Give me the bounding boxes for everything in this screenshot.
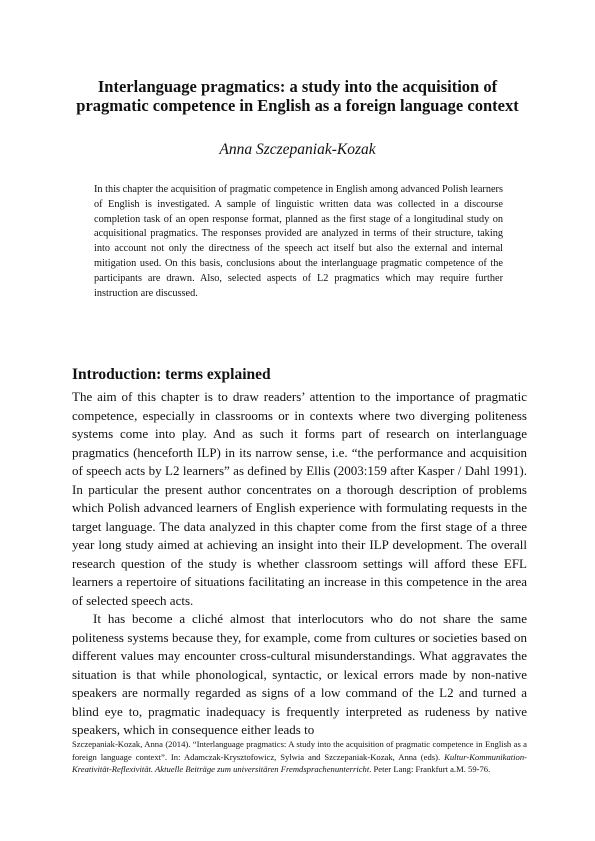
abstract: In this chapter the acquisition of pragmatic competence in English among advanced Polish learners of English is investigated. A sample of linguistic written data was collected in a discourse completion task of an open response format, planned as the first stage of a longitudinal study on acquisitional pragmatics. The responses provided are analyzed in terms of their structure, taking into account not only the directness of the speech act itself but also the external and internal mitigation used. On this basis, conclusions about the interlanguage pragmatic competence of the participants are drawn. Also, selected aspects of L2 pragmatics which may require further instruction are discussed. (94, 184, 503, 299)
footnote-book-title: Kultur-Kommunikation-Kreativität-Reflexivität. Aktuelle Beiträge zum universitären Fremdsprachenunterricht (72, 751, 527, 774)
paragraph-2: It has become a cliché almost that interlocutors who do not share the same politeness systems because they, for example, come from cultures or societies based on different values may encounter cross-cultural misunderstandings. What aggravates the situation is that while phonological, syntactic, or lexical errors made by non-native speakers are normally regarded as signs of a low command of the L2 and turned a blind eye to, pragmatic inadequacy is frequently interpreted as rudeness by native speakers, which in consequence either leads to (72, 611, 527, 737)
footnote-citation: Szczepaniak-Kozak, Anna (2014). “Interlanguage pragmatics: A study into the acquisition of pragmatic competence in English as a foreign language context”. In: Adamczak-Krysztofowicz, Sylwia and Szczepaniak-Kozak, Anna (eds). (72, 739, 527, 762)
paper-title: Interlanguage pragmatics: a study into the acquisition of pragmatic competence in English as a foreign language context (76, 77, 519, 115)
paper-author: Anna Szczepaniak-Kozak (219, 141, 376, 158)
paragraph-1: The aim of this chapter is to draw readers’ attention to the importance of pragmatic competence, especially in classrooms or in contexts where two diverging politeness systems come into play. And as such it forms part of research on interlanguage pragmatics (henceforth ILP) in its narrow sense, i.e. “the performance and acquisition of speech acts by L2 learners” as defined by Ellis (2003:159 after Kasper / Dahl 1991). In particular the present author concentrates on a thorough description of problems which Polish advanced learners of English experience with formulating requests in the target language. The data analyzed in this chapter come from the first stage of a three year long study aimed at achieving an insight into their ILP development. The overall research question of the study is whether classroom settings will afford these EFL learners a repertoire of situations facilitating an increase in this competence in the area of selected speech acts. (72, 389, 527, 608)
footnote (72, 738, 527, 776)
footnote-publisher: . Peter Lang: Frankfurt a.M. 59-76. (369, 764, 491, 774)
body-text (72, 388, 527, 740)
section-heading: Introduction: terms explained (72, 366, 271, 383)
